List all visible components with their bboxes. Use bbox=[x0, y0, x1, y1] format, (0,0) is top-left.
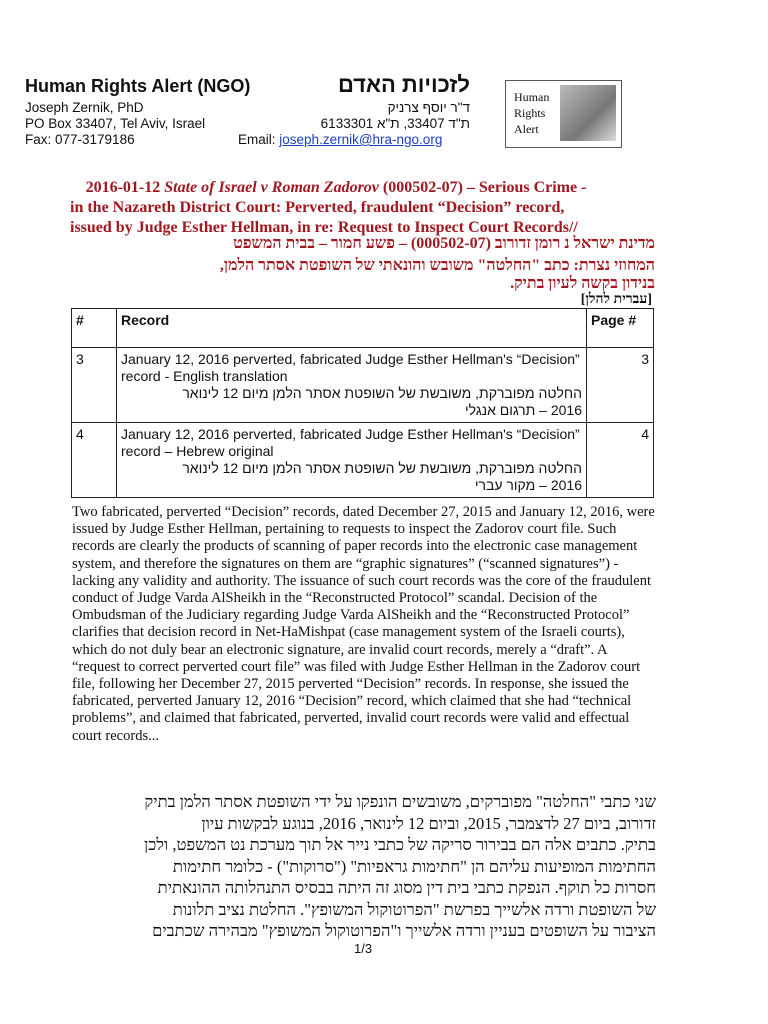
logo-image bbox=[560, 85, 616, 141]
body-english-paragraph: Two fabricated, perverted “Decision” records, dated December 27, 2015 and January 12, 2016, were issued by Judge Esther Hellman, pertaining to requests to inspect the Zadorov court file. Such records are clearly the products of scanning of paper records into the electronic case management system, and therefore the signatures on them are “graphic signatures” (“scanned signatures”) - lacking any validity and authority. The issuance of such court records was the core of the fraudulent conduct of Judge Varda AlSheikh in the “Reconstructed Protocol” scandal. Decision of the Ombudsman of the Judiciary regarding Judge Varda AlSheikh and the “Reconstructed Protocol” clarifies that decision record in Net-HaMishpat (case management system of the Israeli courts), which do not duly bear an electronic signature, are invalid court records, merely a “draft”. A “request to correct perverted court file” was filed with Judge Esther Hellman in the Zadorov court file, following her December 27, 2015 perverted “Decision” records. In response, she issued the fabricated, perverted January 12, 2016 “Decision” record, which claimed that she had “technical problems”, and claimed that fabricated, perverted, invalid court records were valid and effectual court records... bbox=[72, 504, 655, 744]
address-hebrew: ת"ד 33407, ת"א 6133301 bbox=[320, 116, 470, 131]
record-hebrew-line1: החלטה מפוברקת, משובשת של השופטת אסתר הלמן מיום 12 לינואר bbox=[182, 460, 582, 476]
hebrew-below-note: [עברית להלן] bbox=[580, 292, 652, 307]
title-hebrew-line3: בנידון בקשה לעיון בתיק. bbox=[510, 275, 655, 292]
row-record bbox=[117, 348, 587, 423]
header-page: Page # bbox=[587, 309, 654, 348]
org-title-hebrew: לזכויות האדם bbox=[337, 72, 470, 97]
title-line2: in the Nazareth District Court: Perverted, fraudulent “Decision” record, bbox=[70, 199, 565, 216]
author-name: Joseph Zernik, PhD bbox=[25, 100, 144, 115]
record-hebrew-line2: 2016 – תרגום אנגלי bbox=[464, 402, 582, 418]
row-num: 3 bbox=[72, 348, 117, 423]
title-line3: issued by Judge Esther Hellman, in re: Request to Inspect Court Records// bbox=[70, 219, 578, 236]
author-name-hebrew: ד"ר יוסף צרניק bbox=[387, 100, 470, 115]
logo-text-human: Human bbox=[514, 90, 550, 104]
logo-text-rights: Rights bbox=[514, 106, 546, 120]
org-logo bbox=[505, 80, 622, 148]
email-label: Email: bbox=[238, 132, 276, 147]
record-english: January 12, 2016 perverted, fabricated Judge Esther Hellman's “Decision” record – Hebrew original bbox=[121, 426, 580, 459]
table-row bbox=[72, 423, 654, 498]
record-hebrew-line2: 2016 – מקור עברי bbox=[474, 477, 582, 493]
title-line1-rest: (000502-07) – Serious Crime - bbox=[382, 179, 587, 196]
table-header-row bbox=[72, 309, 654, 348]
title-date: 2016-01-12 bbox=[85, 179, 161, 196]
table-row bbox=[72, 348, 654, 423]
row-record bbox=[117, 423, 587, 498]
email-link[interactable]: joseph.zernik@hra-ngo.org bbox=[279, 132, 443, 147]
row-page: 3 bbox=[587, 348, 654, 423]
org-title-english: Human Rights Alert (NGO) bbox=[25, 76, 251, 96]
page-number: 1/3 bbox=[354, 941, 373, 956]
hebrew-body-line: של השופטת ורדה אלשייך בפרשת "הפרוטוקול המשופץ". החלטת נציב תלונות bbox=[172, 899, 656, 919]
hebrew-body-line: שני כתבי "החלטה" מפוברקים, משובשים הונפקו על ידי השופטת אסתר הלמן בתיק bbox=[144, 792, 656, 811]
header-record: Record bbox=[117, 309, 587, 348]
hebrew-body-line: זדורוב, ביום 27 לדצמבר, 2015, וביום 12 לינואר, 2016, בנוגע לבקשות עיון bbox=[201, 813, 656, 833]
logo-text-alert: Alert bbox=[514, 122, 539, 136]
record-hebrew-line1: החלטה מפוברקת, משובשת של השופטת אסתר הלמן מיום 12 לינואר bbox=[182, 385, 582, 401]
email-row bbox=[238, 132, 442, 148]
title-hebrew-line1: מדינת ישראל נ רומן זדורוב (000502-07) – פשע חמור – בבית המשפט bbox=[233, 235, 655, 252]
row-page: 4 bbox=[587, 423, 654, 498]
hebrew-body-line: החתימות המופיעות עליהם הן "חתימות גראפיות" ("סרוקות") - כלומר חתימות bbox=[172, 856, 656, 876]
records-table bbox=[71, 308, 654, 498]
row-num: 4 bbox=[72, 423, 117, 498]
fax-number: Fax: 077-3179186 bbox=[25, 132, 135, 147]
record-english: January 12, 2016 perverted, fabricated Judge Esther Hellman's “Decision” record - English translation bbox=[121, 351, 580, 384]
hebrew-body-line: בתיק. כתבים אלה הם בבירור סריקה של כתבי נייר אל תוך מערכת נט המשפט, ולכן bbox=[144, 835, 656, 854]
header-num: # bbox=[72, 309, 117, 348]
hebrew-body-line: חסרות כל תוקף. הנפקת כתבי בית דין מסוג זה היתה בבסיס התנהלותה ההונאתית bbox=[157, 878, 656, 897]
address-english: PO Box 33407, Tel Aviv, Israel bbox=[25, 116, 206, 131]
title-case-name: State of Israel v Roman Zadorov bbox=[164, 179, 379, 196]
body-hebrew-paragraph bbox=[72, 791, 656, 942]
hebrew-body-line: הציבור על השופטים בעניין ורדה אלשייך ו"הפרוטוקול המשופץ" מבהירה שכתבים bbox=[152, 921, 656, 940]
title-hebrew-line2: המחוזי נצרת: כתב "החלטה" משובש והונאתי של השופטת אסתר הלמן, bbox=[219, 257, 655, 274]
case-title-english bbox=[46, 178, 646, 238]
